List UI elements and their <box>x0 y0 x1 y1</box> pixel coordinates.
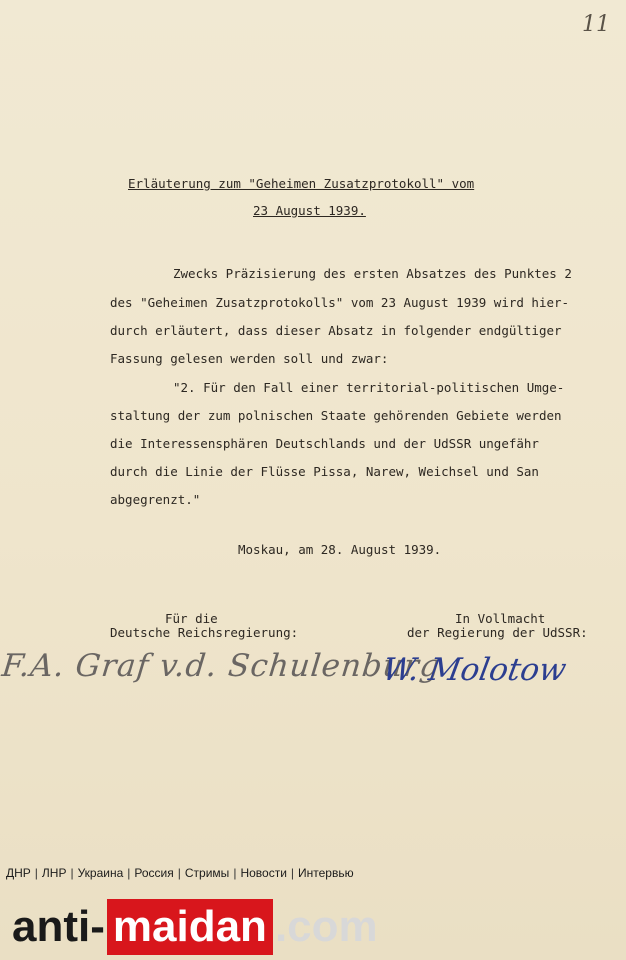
body-line-4: Fassung gelesen werden soll und zwar: <box>110 351 389 366</box>
footer-nav-separator: | <box>233 866 237 880</box>
german-signature: F.A. Graf v.d. Schulenburg <box>0 648 443 684</box>
body-line-7: die Interessensphären Deutschlands und der UdSSR ungefähr <box>110 436 539 451</box>
body-line-3: durch erläutert, dass dieser Absatz in folgender endgültiger <box>110 323 562 338</box>
german-party-line-2: Deutsche Reichsregierung: <box>110 625 299 640</box>
footer-nav-ukraina[interactable]: Украина <box>77 866 124 880</box>
place-date: Moskau, am 28. August 1939. <box>238 542 442 557</box>
footer-nav-separator: | <box>290 866 295 880</box>
body-line-5: "2. Für den Fall einer territorial-politischen Umge- <box>173 380 565 395</box>
footer-nav-separator: | <box>70 866 74 880</box>
german-party-line-1: Für die <box>165 611 218 626</box>
body-line-8: durch die Linie der Flüsse Pissa, Narew, Weichsel und San <box>110 464 539 479</box>
footer-nav-novosti[interactable]: Новости <box>240 866 287 880</box>
logo-maidan-text: maidan <box>107 899 273 955</box>
footer-nav-dnr[interactable]: ДНР <box>6 866 31 880</box>
body-line-1: Zwecks Präzisierung des ersten Absatzes des Punktes 2 <box>173 266 572 281</box>
body-line-9: abgegrenzt." <box>110 492 201 507</box>
body-line-6: staltung der zum polnischen Staate gehörenden Gebiete werden <box>110 408 562 423</box>
soviet-party-line-2: der Regierung der UdSSR: <box>407 625 588 640</box>
site-logo[interactable] <box>10 898 378 956</box>
footer-nav-strimy[interactable]: Стримы <box>184 866 230 880</box>
footer-nav-lnr[interactable]: ЛНР <box>41 866 67 880</box>
footer-nav-intervyu[interactable]: Интервью <box>298 866 354 880</box>
watermark-footer <box>0 860 626 960</box>
document-title-line-1: Erläuterung zum "Geheimen Zusatzprotokoll" vom <box>128 176 475 191</box>
footer-nav-rossiya[interactable]: Россия <box>134 866 174 880</box>
page-number: 11 <box>582 12 610 37</box>
footer-nav-separator: | <box>177 866 181 880</box>
logo-com-text: .com <box>274 902 378 951</box>
footer-nav-separator: | <box>34 866 38 880</box>
footer-nav-separator: | <box>127 866 131 880</box>
logo-anti-text: anti- <box>12 902 105 951</box>
footer-nav <box>6 866 354 880</box>
body-line-2: des "Geheimen Zusatzprotokolls" vom 23 August 1939 wird hier- <box>110 295 570 310</box>
soviet-signature: W. Molotow <box>379 652 569 688</box>
soviet-party-line-1: In Vollmacht <box>455 611 546 626</box>
document-title-line-2: 23 August 1939. <box>253 203 366 218</box>
